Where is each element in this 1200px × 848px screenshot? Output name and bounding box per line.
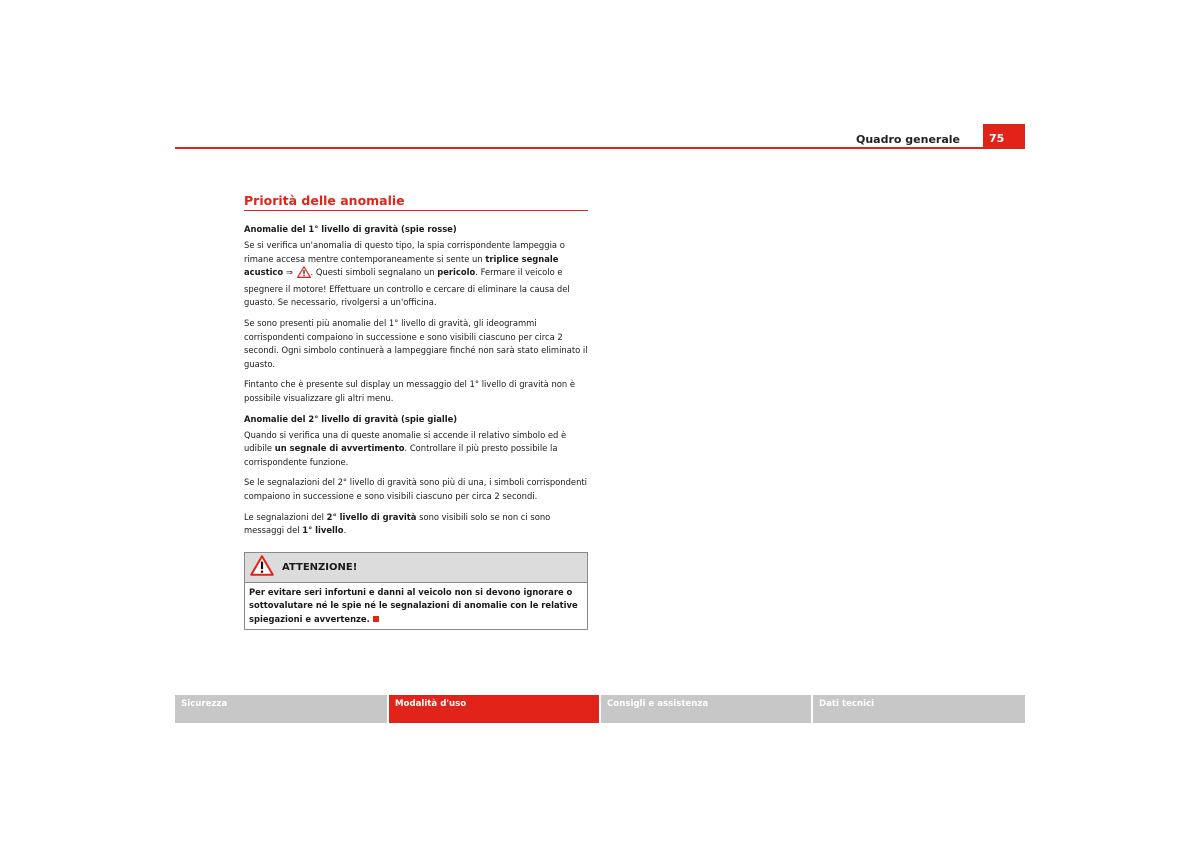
header-rule [175, 147, 1025, 149]
text-run: ⇒ [283, 267, 296, 278]
paragraph-level-2-visibility [244, 511, 588, 538]
paragraph-level-1 [244, 239, 588, 310]
warning-header [245, 553, 587, 583]
footer-tab-dati-tecnici[interactable]: Dati tecnici [813, 695, 1025, 723]
text-run: . Controllare il più presto possibile la corrispondente funzione. [244, 443, 558, 467]
bold-text: un segnale di avvertimento [274, 443, 405, 454]
page-number: 75 [983, 124, 1025, 148]
paragraph-level-2-multiple: Se le segnalazioni del 2° livello di gravità sono più di una, i simboli corrispondenti compaiono in successione e sono visibili ciascuno per circa 2 secondi. [244, 477, 588, 501]
warning-text-content: Per evitare seri infortuni e danni al veicolo non si devono ignorare o sottovalutare né le spie né le segnalazioni di anomalie con le relative spiegazioni e avvertenze. [249, 586, 578, 624]
subheading-level-2: Anomalie del 2° livello di gravità (spie gialle) [244, 413, 458, 424]
end-marker-icon [373, 616, 379, 622]
bold-text: 2° livello di gravità [326, 511, 417, 522]
footer-tab-modalita-uso[interactable]: Modalità d'uso [389, 695, 599, 723]
content-column [244, 193, 588, 630]
warning-box [244, 552, 588, 631]
text-run: . Questi simboli segnalano un [310, 267, 438, 278]
footer-tab-sicurezza[interactable]: Sicurezza [175, 695, 387, 723]
warning-triangle-icon[interactable] [297, 266, 311, 283]
subheading-level-1: Anomalie del 1° livello di gravità (spie rosse) [244, 224, 457, 234]
warning-triangle-icon [250, 555, 274, 580]
text-run: . Fermare il veicolo e spegnere il motore! Effettuare un controllo e cercare di eliminare la causa del guasto. Se necessario, rivolgersi a un'officina. [244, 267, 570, 308]
bold-text: triplice segnale acustico [244, 253, 559, 278]
paragraph-level-2 [244, 429, 588, 470]
header-title: Quadro generale [856, 133, 960, 146]
paragraph-display-message: Fintanto che è presente sul display un messaggio del 1° livello di gravità non è possibile visualizzare gli altri menu. [244, 379, 576, 403]
section-title: Priorità delle anomalie [244, 193, 405, 208]
text-run: sono visibili solo se non ci sono messaggi del [244, 511, 551, 536]
text-run: Se si verifica un'anomalia di questo tipo, la spia corrispondente lampeggia o rimane accesa mentre contemporaneamente si sente un [244, 240, 565, 264]
warning-title: ATTENZIONE! [282, 561, 358, 573]
bold-text: pericolo [437, 267, 476, 278]
paragraph-multiple-anomalies: Se sono presenti più anomalie del 1° livello di gravità, gli ideogrammi corrispondenti compaiono in successione e sono visibili ciascuno per circa 2 secondi. Ogni simbolo continuerà a lampeggiare finché non sarà stato eliminato il guasto. [244, 317, 588, 369]
title-rule [244, 210, 588, 211]
text-run: Le segnalazioni del [244, 511, 327, 522]
bold-text: 1° livello [302, 525, 344, 536]
warning-text [245, 583, 587, 630]
footer-tab-consigli-assistenza[interactable]: Consigli e assistenza [601, 695, 811, 723]
text-run: . [343, 525, 347, 536]
text-run: Quando si verifica una di queste anomalie si accende il relativo simbolo ed è udibile [244, 429, 567, 454]
